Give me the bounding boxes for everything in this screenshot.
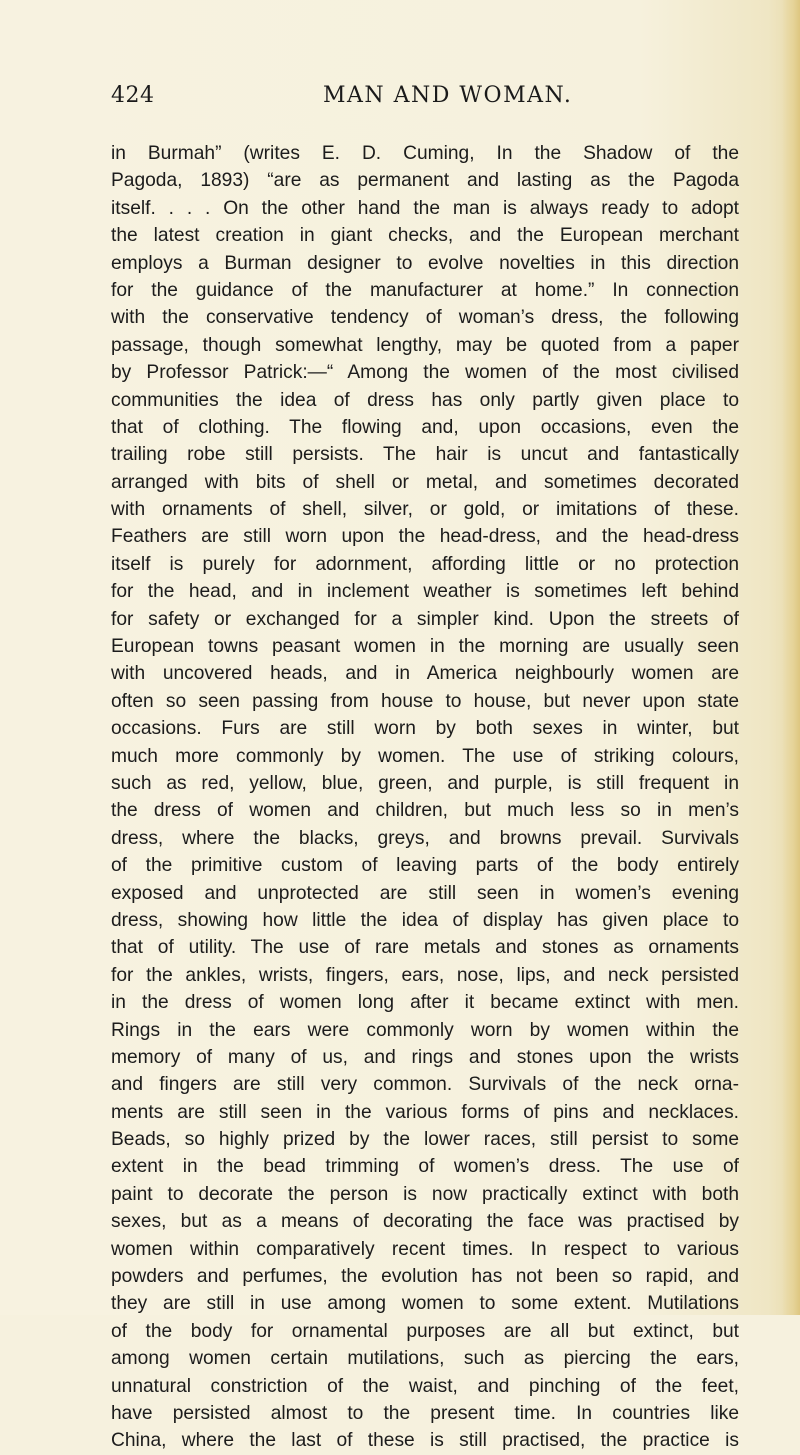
text-line: paint to decorate the person is now practically extinct with both [111, 1183, 739, 1205]
text-line: in the dress of women long after it became extinct with men. [111, 992, 739, 1014]
text-line: they are still in use among women to some extent. Mutilations [111, 1293, 739, 1315]
text-line: of the body for ornamental purposes are all but extinct, but [111, 1320, 739, 1342]
text-line: with ornaments of shell, silver, or gold, or imitations of these. [111, 499, 739, 521]
text-line: have persisted almost to the present time. In countries like [111, 1402, 739, 1424]
body-text [111, 140, 739, 1455]
text-line: dress, where the blacks, greys, and browns prevail. Survivals [111, 827, 739, 849]
text-line: itself. . . . On the other hand the man is always ready to adopt [111, 197, 739, 219]
text-line: Pagoda, 1893) “are as permanent and lasting as the Pagoda [111, 170, 739, 192]
text-line: by Professor Patrick:—“ Among the women of the most civilised [111, 362, 739, 384]
text-line: with the conservative tendency of woman’s dress, the following [111, 307, 739, 329]
text-line: Beads, so highly prized by the lower races, still persist to some [111, 1129, 739, 1151]
text-line: for the guidance of the manufacturer at home.” In connection [111, 279, 739, 301]
text-line: China, where the last of these is still practised, the practice is [111, 1430, 739, 1452]
text-line: women within comparatively recent times. In respect to various [111, 1238, 739, 1260]
text-line: trailing robe still persists. The hair is uncut and fantastically [111, 444, 739, 466]
text-line: often so seen passing from house to house, but never upon state [111, 690, 739, 712]
text-line: arranged with bits of shell or metal, and sometimes decorated [111, 471, 739, 493]
text-line: Feathers are still worn upon the head-dress, and the head-dress [111, 526, 739, 548]
text-line: memory of many of us, and rings and stones upon the wrists [111, 1046, 739, 1068]
text-line: exposed and unprotected are still seen in women’s evening [111, 882, 739, 904]
text-line: the dress of women and children, but much less so in men’s [111, 800, 739, 822]
text-line: for the head, and in inclement weather is sometimes left behind [111, 581, 739, 603]
text-line: much more commonly by women. The use of striking colours, [111, 745, 739, 767]
text-line: unnatural constriction of the waist, and pinching of the feet, [111, 1375, 739, 1397]
text-line: extent in the bead trimming of women’s dress. The use of [111, 1156, 739, 1178]
text-line: such as red, yellow, blue, green, and purple, is still frequent in [111, 772, 739, 794]
text-line: in Burmah” (writes E. D. Cuming, In the Shadow of the [111, 143, 739, 164]
text-line: passage, though somewhat lengthy, may be quoted from a paper [111, 334, 739, 356]
text-line: with uncovered heads, and in America neighbourly women are [111, 663, 739, 685]
text-line: that of clothing. The flowing and, upon occasions, even the [111, 416, 739, 438]
page-number: 424 [111, 83, 155, 108]
text-line: itself is purely for adornment, affording little or no protection [111, 553, 739, 575]
text-line: occasions. Furs are still worn by both sexes in winter, but [111, 718, 739, 740]
text-line: European towns peasant women in the morning are usually seen [111, 636, 739, 658]
text-line: of the primitive custom of leaving parts of the body entirely [111, 855, 739, 877]
text-line: powders and perfumes, the evolution has not been so rapid, and [111, 1266, 739, 1288]
page-header [111, 83, 736, 117]
text-line: for the ankles, wrists, fingers, ears, nose, lips, and neck persisted [111, 964, 739, 986]
text-line: dress, showing how little the idea of display has given place to [111, 909, 739, 931]
text-line: Rings in the ears were commonly worn by women within the [111, 1019, 739, 1041]
running-head: MAN AND WOMAN. [323, 83, 573, 108]
page-edge [782, 0, 800, 1315]
text-line: among women certain mutilations, such as piercing the ears, [111, 1348, 739, 1370]
text-line: sexes, but as a means of decorating the face was practised by [111, 1211, 739, 1233]
text-line: the latest creation in giant checks, and the European merchant [111, 225, 739, 247]
text-line: for safety or exchanged for a simpler kind. Upon the streets of [111, 608, 739, 630]
text-line: and fingers are still very common. Survivals of the neck orna- [111, 1074, 739, 1096]
text-line: communities the idea of dress has only partly given place to [111, 389, 739, 411]
text-line: that of utility. The use of rare metals and stones as ornaments [111, 937, 739, 959]
text-line: employs a Burman designer to evolve novelties in this direction [111, 252, 739, 274]
text-line: ments are still seen in the various forms of pins and necklaces. [111, 1101, 739, 1123]
